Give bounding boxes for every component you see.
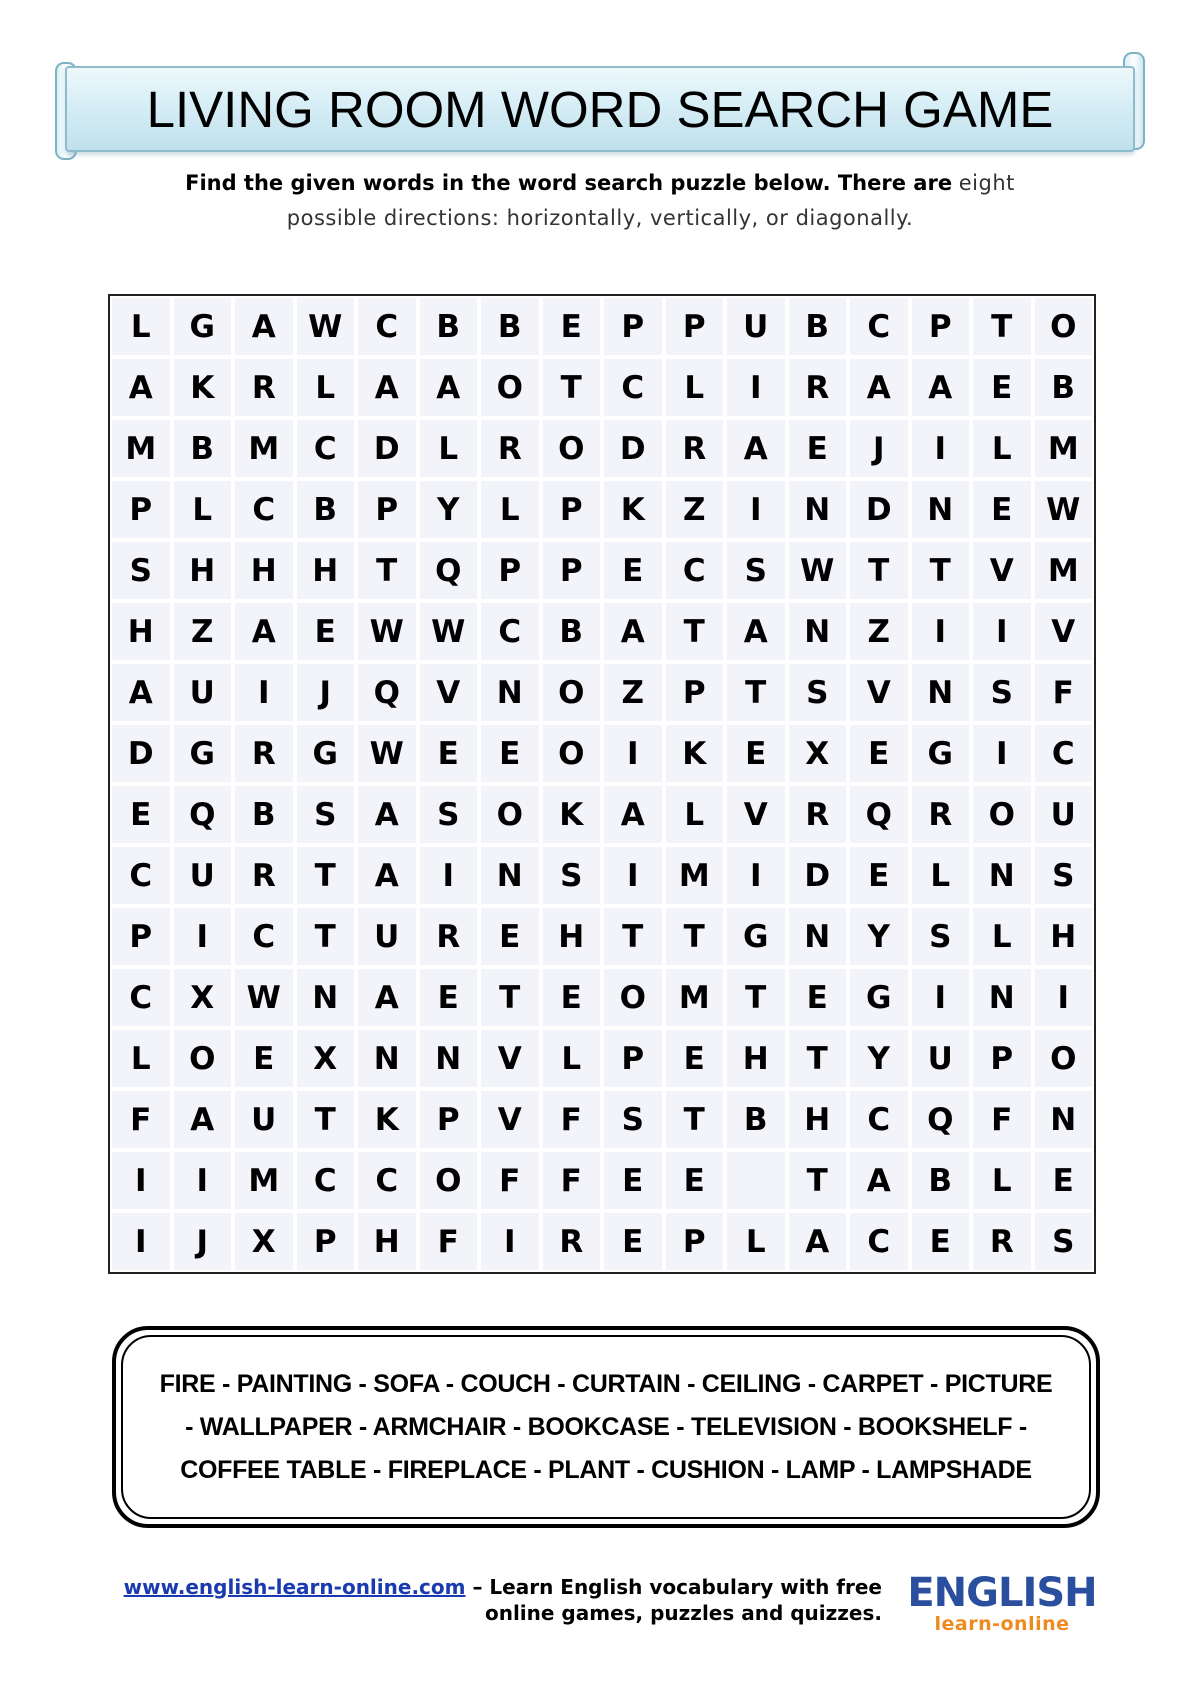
- grid-cell: L: [541, 1028, 603, 1089]
- grid-cell: R: [787, 357, 849, 418]
- grid-cell: J: [172, 1211, 234, 1272]
- grid-cell: I: [110, 1150, 172, 1211]
- grid-cell: I: [233, 662, 295, 723]
- grid-cell: R: [233, 845, 295, 906]
- grid-cell: V: [1033, 601, 1095, 662]
- grid-cell: C: [356, 1150, 418, 1211]
- grid-cell: H: [541, 906, 603, 967]
- grid-cell: S: [602, 1089, 664, 1150]
- instructions-bold: Find the given words in the word search puzzle below. There are: [185, 171, 953, 195]
- grid-cell: L: [971, 906, 1033, 967]
- grid-cell: I: [172, 906, 234, 967]
- grid-cell: T: [910, 540, 972, 601]
- grid-cell: E: [848, 845, 910, 906]
- grid-cell: E: [418, 723, 480, 784]
- grid-cell: I: [479, 1211, 541, 1272]
- grid-cell: S: [418, 784, 480, 845]
- grid-cell: R: [479, 418, 541, 479]
- grid-cell: E: [602, 540, 664, 601]
- grid-cell: M: [233, 418, 295, 479]
- grid-cell: E: [910, 1211, 972, 1272]
- grid-cell: B: [787, 296, 849, 357]
- grid-cell: I: [971, 723, 1033, 784]
- grid-cell: F: [541, 1150, 603, 1211]
- grid-cell: T: [295, 906, 357, 967]
- grid-cell: P: [295, 1211, 357, 1272]
- grid-cell: K: [664, 723, 726, 784]
- grid-cell: D: [848, 479, 910, 540]
- grid-cell: B: [1033, 357, 1095, 418]
- grid-cell: F: [110, 1089, 172, 1150]
- instructions-count: eight: [958, 171, 1015, 195]
- grid-cell: R: [418, 906, 480, 967]
- grid-cell: Q: [910, 1089, 972, 1150]
- grid-cell: G: [172, 723, 234, 784]
- grid-cell: R: [971, 1211, 1033, 1272]
- grid-cell: U: [172, 662, 234, 723]
- grid-cell: E: [664, 1150, 726, 1211]
- grid-cell: G: [172, 296, 234, 357]
- grid-cell: H: [725, 1028, 787, 1089]
- grid-cell: N: [1033, 1089, 1095, 1150]
- grid-cell: M: [233, 1150, 295, 1211]
- grid-cell: A: [356, 357, 418, 418]
- grid-cell: C: [664, 540, 726, 601]
- grid-cell: E: [541, 967, 603, 1028]
- grid-cell: O: [971, 784, 1033, 845]
- grid-cell: P: [356, 479, 418, 540]
- grid-cell: M: [664, 845, 726, 906]
- grid-cell: H: [356, 1211, 418, 1272]
- instructions-line-2: possible directions: horizontally, vertically, or diagonally.: [286, 206, 914, 230]
- grid-cell: C: [479, 601, 541, 662]
- grid-cell: E: [664, 1028, 726, 1089]
- grid-cell: N: [787, 906, 849, 967]
- grid-cell: E: [479, 723, 541, 784]
- grid-cell: N: [295, 967, 357, 1028]
- grid-cell: T: [356, 540, 418, 601]
- word-list-box: [112, 1326, 1100, 1528]
- grid-cell: Y: [418, 479, 480, 540]
- word-search-grid: [108, 294, 1096, 1274]
- grid-cell: R: [910, 784, 972, 845]
- page-title: LIVING ROOM WORD SEARCH GAME: [146, 80, 1054, 138]
- grid-cell: E: [787, 418, 849, 479]
- site-logo: [902, 1572, 1102, 1634]
- grid-cell: K: [602, 479, 664, 540]
- grid-cell: I: [1033, 967, 1095, 1028]
- footer-tagline-1: – Learn English vocabulary with free: [465, 1575, 882, 1599]
- grid-cell: L: [725, 1211, 787, 1272]
- instructions: [60, 166, 1140, 236]
- grid-cell: B: [541, 601, 603, 662]
- word-list-inner: [121, 1335, 1091, 1519]
- grid-cell: S: [110, 540, 172, 601]
- grid-cell: L: [110, 1028, 172, 1089]
- grid-cell: H: [110, 601, 172, 662]
- grid-cell: S: [971, 662, 1033, 723]
- grid-cell: F: [479, 1150, 541, 1211]
- grid-cell: I: [602, 723, 664, 784]
- grid-cell: V: [479, 1028, 541, 1089]
- grid-cell: R: [233, 357, 295, 418]
- grid-cell: W: [233, 967, 295, 1028]
- grid-cell: Z: [664, 479, 726, 540]
- grid-cell: A: [356, 845, 418, 906]
- grid-cell: B: [418, 296, 480, 357]
- grid-cell: U: [910, 1028, 972, 1089]
- grid-cell: I: [172, 1150, 234, 1211]
- grid-cell: B: [233, 784, 295, 845]
- site-link[interactable]: www.english-learn-online.com: [123, 1575, 466, 1599]
- grid-cell: L: [172, 479, 234, 540]
- grid-cell: T: [725, 662, 787, 723]
- grid-cell: A: [172, 1089, 234, 1150]
- grid-cell: N: [971, 967, 1033, 1028]
- grid-cell: L: [971, 1150, 1033, 1211]
- grid-cell: E: [787, 967, 849, 1028]
- grid-cell: S: [787, 662, 849, 723]
- grid-cell: U: [172, 845, 234, 906]
- grid-cell: B: [295, 479, 357, 540]
- grid-cell: T: [971, 296, 1033, 357]
- grid-cell: M: [664, 967, 726, 1028]
- grid-cell: S: [1033, 845, 1095, 906]
- grid-cell: T: [848, 540, 910, 601]
- grid-cell: J: [295, 662, 357, 723]
- grid-cell: A: [602, 601, 664, 662]
- grid-cell: E: [418, 967, 480, 1028]
- grid-cell: E: [971, 357, 1033, 418]
- grid-cell: E: [1033, 1150, 1095, 1211]
- grid-cell: T: [479, 967, 541, 1028]
- grid-cell: A: [848, 1150, 910, 1211]
- grid-cell: X: [787, 723, 849, 784]
- grid-cell: S: [295, 784, 357, 845]
- grid-cell: N: [356, 1028, 418, 1089]
- grid-cell: L: [971, 418, 1033, 479]
- grid-cell: T: [787, 1028, 849, 1089]
- grid-cell: P: [664, 662, 726, 723]
- grid-cell: I: [910, 967, 972, 1028]
- grid-cell: I: [725, 357, 787, 418]
- grid-cell: D: [787, 845, 849, 906]
- grid-cell: V: [418, 662, 480, 723]
- grid-cell: H: [787, 1089, 849, 1150]
- grid-cell: O: [541, 662, 603, 723]
- grid-cell: C: [848, 1089, 910, 1150]
- grid-cell: H: [295, 540, 357, 601]
- grid-cell: Q: [848, 784, 910, 845]
- grid-cell: S: [725, 540, 787, 601]
- grid-cell: H: [233, 540, 295, 601]
- grid-cell: R: [541, 1211, 603, 1272]
- title-banner-body: [65, 66, 1135, 152]
- grid-cell: C: [233, 906, 295, 967]
- grid-cell: W: [418, 601, 480, 662]
- grid-cell: L: [664, 784, 726, 845]
- grid-cell: N: [418, 1028, 480, 1089]
- grid-cell: E: [602, 1150, 664, 1211]
- grid-cell: Z: [848, 601, 910, 662]
- grid-cell: I: [725, 845, 787, 906]
- word-list-line: COFFEE TABLE - FIREPLACE - PLANT - CUSHION - LAMP - LAMPSHADE: [180, 1455, 1032, 1484]
- grid-cell: Y: [848, 906, 910, 967]
- grid-cell: V: [848, 662, 910, 723]
- grid-cell: E: [233, 1028, 295, 1089]
- grid-cell: W: [356, 601, 418, 662]
- grid-cell: P: [664, 1211, 726, 1272]
- grid-cell: Q: [418, 540, 480, 601]
- grid-cell: L: [295, 357, 357, 418]
- grid-cell: L: [110, 296, 172, 357]
- grid-cell: U: [233, 1089, 295, 1150]
- grid-cell: R: [664, 418, 726, 479]
- grid-cell: T: [664, 601, 726, 662]
- grid-cell: L: [664, 357, 726, 418]
- grid-cell: I: [418, 845, 480, 906]
- grid-cell: A: [910, 357, 972, 418]
- grid-cell: S: [541, 845, 603, 906]
- grid-cell: J: [848, 418, 910, 479]
- grid-cell: A: [725, 418, 787, 479]
- grid-cell: W: [295, 296, 357, 357]
- grid-cell: G: [910, 723, 972, 784]
- grid-cell: T: [295, 1089, 357, 1150]
- grid-cell: M: [1033, 540, 1095, 601]
- grid-cell: Q: [172, 784, 234, 845]
- grid-cell: P: [541, 479, 603, 540]
- grid-cell: O: [479, 784, 541, 845]
- grid-cell: E: [479, 906, 541, 967]
- grid-cell: A: [848, 357, 910, 418]
- grid-cell: C: [295, 1150, 357, 1211]
- grid-cell: B: [910, 1150, 972, 1211]
- grid-cell: P: [541, 540, 603, 601]
- grid-cell: P: [418, 1089, 480, 1150]
- grid-cell: E: [110, 784, 172, 845]
- grid-cell: Z: [602, 662, 664, 723]
- grid-cell: T: [295, 845, 357, 906]
- grid-cell: P: [479, 540, 541, 601]
- grid-cell: X: [233, 1211, 295, 1272]
- grid-cell: F: [971, 1089, 1033, 1150]
- footer-line-1: [112, 1574, 882, 1600]
- grid-cell: W: [1033, 479, 1095, 540]
- grid-cell: K: [356, 1089, 418, 1150]
- grid-cell: A: [110, 357, 172, 418]
- grid-cell: M: [110, 418, 172, 479]
- grid-cell: T: [541, 357, 603, 418]
- logo-main-text: ENGLISH: [907, 1570, 1097, 1616]
- grid-cell: A: [356, 967, 418, 1028]
- grid-cell: F: [541, 1089, 603, 1150]
- grid-cell: Y: [848, 1028, 910, 1089]
- logo-sub-text: learn-online: [934, 1613, 1070, 1635]
- grid-cell: K: [541, 784, 603, 845]
- grid-cell: A: [602, 784, 664, 845]
- grid-cell: T: [664, 1089, 726, 1150]
- grid-cell: E: [848, 723, 910, 784]
- grid-cell: X: [295, 1028, 357, 1089]
- grid-cell: W: [787, 540, 849, 601]
- grid-cell: G: [295, 723, 357, 784]
- grid-cell: C: [110, 845, 172, 906]
- grid-cell: D: [602, 418, 664, 479]
- grid-cell: C: [848, 1211, 910, 1272]
- grid-cell: A: [233, 296, 295, 357]
- grid-cell: B: [479, 296, 541, 357]
- grid-cell: E: [295, 601, 357, 662]
- grid-cell: F: [1033, 662, 1095, 723]
- grid-cell: P: [110, 906, 172, 967]
- grid-cell: R: [233, 723, 295, 784]
- grid-cell: M: [1033, 418, 1095, 479]
- grid-cell: R: [787, 784, 849, 845]
- grid-cell: H: [172, 540, 234, 601]
- grid-cell: C: [848, 296, 910, 357]
- grid-cell: K: [172, 357, 234, 418]
- grid-cell: N: [787, 601, 849, 662]
- grid-cell: N: [910, 479, 972, 540]
- grid-cell: C: [356, 296, 418, 357]
- grid-cell: T: [725, 967, 787, 1028]
- grid-cell: B: [172, 418, 234, 479]
- grid-cell: G: [725, 906, 787, 967]
- grid-cell: O: [1033, 296, 1095, 357]
- grid-cell: P: [971, 1028, 1033, 1089]
- grid-cell: C: [602, 357, 664, 418]
- grid-cell: D: [110, 723, 172, 784]
- grid-cell: A: [233, 601, 295, 662]
- grid-cell: O: [479, 357, 541, 418]
- word-list-line: FIRE - PAINTING - SOFA - COUCH - CURTAIN - CEILING - CARPET - PICTURE: [159, 1369, 1053, 1398]
- grid-cell: X: [172, 967, 234, 1028]
- grid-cell: W: [356, 723, 418, 784]
- grid-cell: C: [233, 479, 295, 540]
- grid-cell: P: [110, 479, 172, 540]
- grid-cell: I: [602, 845, 664, 906]
- grid-cell: E: [602, 1211, 664, 1272]
- title-banner: [55, 60, 1145, 152]
- grid-cell: D: [356, 418, 418, 479]
- grid-cell: N: [479, 845, 541, 906]
- grid-cell: P: [602, 1028, 664, 1089]
- word-list-line: - WALLPAPER - ARMCHAIR - BOOKCASE - TELEVISION - BOOKSHELF -: [185, 1412, 1027, 1441]
- grid-cell: N: [787, 479, 849, 540]
- grid-cell: U: [356, 906, 418, 967]
- grid-cell: O: [541, 723, 603, 784]
- grid-cell: Z: [172, 601, 234, 662]
- grid-cell: E: [971, 479, 1033, 540]
- grid-cell: P: [910, 296, 972, 357]
- grid-cell: T: [787, 1150, 849, 1211]
- grid-cell: V: [725, 784, 787, 845]
- grid-cell: H: [1033, 906, 1095, 967]
- grid-cell: O: [602, 967, 664, 1028]
- grid-cell: V: [479, 1089, 541, 1150]
- grid-cell: C: [110, 967, 172, 1028]
- grid-cell: L: [910, 845, 972, 906]
- grid-cell: N: [910, 662, 972, 723]
- grid-cell: F: [418, 1211, 480, 1272]
- instructions-line-1: [60, 166, 1140, 201]
- grid-cell: E: [541, 296, 603, 357]
- grid-cell: T: [602, 906, 664, 967]
- grid-cell: I: [971, 601, 1033, 662]
- grid-cell: B: [725, 1089, 787, 1150]
- grid-cell: A: [356, 784, 418, 845]
- grid-cell: G: [848, 967, 910, 1028]
- grid-cell: S: [910, 906, 972, 967]
- grid-cell: E: [725, 723, 787, 784]
- grid-cell: O: [172, 1028, 234, 1089]
- grid-cell: L: [479, 479, 541, 540]
- grid-cell: O: [1033, 1028, 1095, 1089]
- grid-cell: S: [1033, 1211, 1095, 1272]
- grid-cell: C: [1033, 723, 1095, 784]
- footer-text: [112, 1574, 882, 1626]
- grid-cell: V: [971, 540, 1033, 601]
- grid-cell: P: [602, 296, 664, 357]
- footer-tagline-2: online games, puzzles and quizzes.: [484, 1601, 882, 1625]
- grid-cell: [725, 1150, 787, 1211]
- grid-cell: I: [110, 1211, 172, 1272]
- grid-cell: N: [971, 845, 1033, 906]
- grid-cell: I: [910, 418, 972, 479]
- grid-cell: N: [479, 662, 541, 723]
- grid-cell: A: [418, 357, 480, 418]
- grid-cell: A: [787, 1211, 849, 1272]
- grid-cell: U: [725, 296, 787, 357]
- grid-cell: A: [725, 601, 787, 662]
- grid-cell: P: [664, 296, 726, 357]
- grid-cell: T: [664, 906, 726, 967]
- grid-cell: I: [725, 479, 787, 540]
- grid-cell: O: [418, 1150, 480, 1211]
- grid-cell: U: [1033, 784, 1095, 845]
- grid-cell: C: [295, 418, 357, 479]
- grid-cell: L: [418, 418, 480, 479]
- grid-cell: Q: [356, 662, 418, 723]
- grid-cell: O: [541, 418, 603, 479]
- grid-cell: I: [910, 601, 972, 662]
- grid-cell: A: [110, 662, 172, 723]
